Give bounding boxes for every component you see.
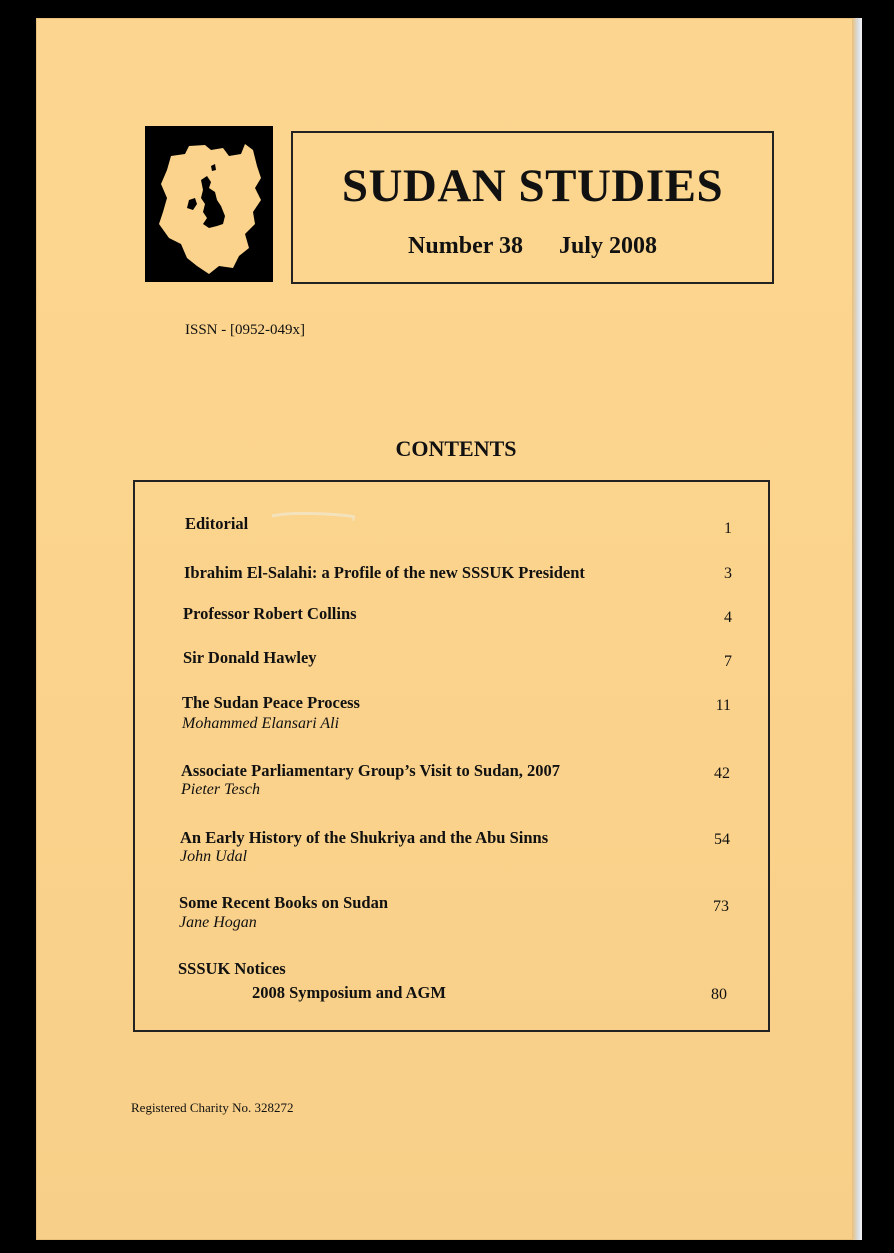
toc-entry-title: The Sudan Peace Process (182, 693, 360, 712)
toc-entry-page: 54 (714, 831, 730, 848)
toc-entry-title: SSSUK Notices (178, 959, 286, 978)
toc-entry-title: Associate Parliamentary Group’s Visit to Sudan, 2007 (181, 761, 561, 780)
toc-entry-page: 73 (713, 898, 729, 915)
toc-entry-title: An Early History of the Shukriya and the Abu Sinns (180, 828, 549, 847)
contents-heading: CONTENTS (395, 436, 517, 461)
toc-entry-author: Jane Hogan (179, 914, 257, 931)
issue-number: Number 38 (408, 233, 523, 259)
paper-scuff-mark (270, 510, 355, 522)
issn-number: ISSN - [0952-049x] (185, 322, 305, 338)
toc-entry-title: Some Recent Books on Sudan (179, 893, 389, 912)
toc-entry-author: Mohammed Elansari Ali (182, 715, 340, 732)
issue-date: July 2008 (558, 233, 657, 259)
charity-number: Registered Charity No. 328272 (131, 1100, 294, 1115)
toc-entry-title: Professor Robert Collins (183, 604, 357, 623)
toc-entry-page: 4 (724, 609, 732, 626)
table-of-contents (133, 480, 770, 1032)
toc-entry-page: 7 (724, 653, 732, 670)
toc-entry-page: 42 (714, 765, 730, 782)
cover-page-edge (852, 18, 862, 1240)
issue-line (293, 233, 772, 260)
toc-entry-author: Pieter Tesch (181, 781, 260, 798)
masthead-box (291, 131, 774, 284)
toc-entry-title: Editorial (185, 514, 249, 533)
toc-entry-page: 3 (724, 565, 732, 582)
journal-title: SUDAN STUDIES (341, 160, 724, 212)
toc-entry-page: 11 (715, 697, 731, 714)
toc-entry-subtitle: 2008 Symposium and AGM (252, 983, 446, 1002)
toc-entry-author: John Udal (180, 848, 248, 865)
sudan-uk-map-icon (145, 126, 273, 282)
toc-entry-page: 80 (711, 986, 727, 1003)
toc-entry-title: Sir Donald Hawley (183, 648, 317, 667)
toc-entry-title: Ibrahim El-Salahi: a Profile of the new SSSUK President (184, 563, 585, 582)
toc-entry-page: 1 (724, 520, 732, 537)
